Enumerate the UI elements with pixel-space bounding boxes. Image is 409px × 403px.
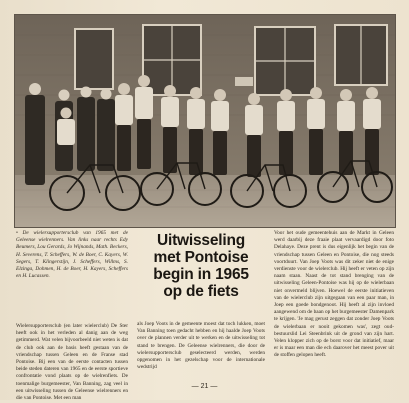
article-column-middle bbox=[137, 321, 265, 372]
headline-line-2: met Pontoise bbox=[153, 249, 249, 266]
article-column-left-text: Wielersupportersclub (en later wielerclub) De Ster heeft ook in het verleden al danig aan de weg getimmerd. Wat velen bijvoorbeeld niet weten is dat de club ook aan de basis heeft gestaan van de vriendschap tussen Geleen en de Franse stad Pontoise. Bij een van de eerste contacten tussen beide steden dateren van 1965 en de eerste sportieve confrontatie vond plaats op de wielrenfiets. De toenmalige burgemeester, Van Banning, zag veel in een uitwisseling tussen de Geleense wielrenners en die van Pontoise. Met een man bbox=[16, 323, 128, 402]
article-column-middle-text: als Joep Voots in de gemeente moest dat toch lukken, moet Van Banning toen gedacht hebben en hij haalde Joep Voots over de plannen verder uit te werken en de uitwisseling tot stand te brengen. De Geleense wielrenners, die door de wielersupportersclub geselecteerd werden, werden opgenomen in het gezelschap voor de internationale wedstrijd bbox=[137, 321, 265, 371]
article-column-left bbox=[16, 323, 128, 403]
headline-line-4: op de fiets bbox=[163, 283, 239, 300]
headline-line-1: Uitwisseling bbox=[156, 232, 246, 249]
headline-line-3: begin in 1965 bbox=[153, 266, 249, 283]
page-number: — 21 — bbox=[191, 383, 218, 390]
article-headline bbox=[134, 232, 268, 300]
group-photo-cyclists-image bbox=[15, 15, 395, 227]
photo-caption bbox=[16, 230, 128, 281]
article-column-right-text: Voor het oude gemeentehuis aan de Markt in Geleen werd daarbij deze fraaie plaat vervaardigd door foto Delahaye. Deze prent is dus eigenlijk het begin van de vriendschap tussen Geleen en Pontoise, die nog steeds voortduurt. Van Joep Voots was dit zeker niet de enige verdienste voor de wielerclub. Hij heeft er veten op zijn naam staan. Naast de tot stand brenging van de uitwisseling Geleen-Pontoise was hij op de wielerbaan niet onvermeld blijven. Hoewel de eerste initiatieven van de wielerclub zijn uitgegaan van een paar man, in Joep een goede bondgenoot. Hij heeft al zijn invloed aangewend om de baan op het burgemeester Damenpark te krijgen. 'Je mag gerust zeggen dat zonder Joep Voots de wielerbaan er nooit gekomen was', zegt oud-bestuurslid Lei Steenbrink uit de grond van zijn hart. Velen klopper zich op de borst voor dat initiatief, maar er is maar een man die ech daarover het meest pover uit de stoffen gelopen heeft. bbox=[274, 230, 394, 359]
group-photo bbox=[14, 14, 396, 228]
photo-caption-text: • De wielersupportersclub van 1965 met de Geleense wielrenners. Van links naar rechts Edy Beumers, Lou Gerards, Jo Wijnands, Math. Beckers, H. Severens, T. Scheffers, W. de Boer, C. Kayers, W. Segers, T. Klingerstijn, J. Scheffers, Willms, S. Elzinga, Dohmen, H. de Boer, H. Kayers, Scheffers en H. Lucassen. bbox=[16, 230, 128, 280]
article-column-right bbox=[274, 230, 394, 361]
